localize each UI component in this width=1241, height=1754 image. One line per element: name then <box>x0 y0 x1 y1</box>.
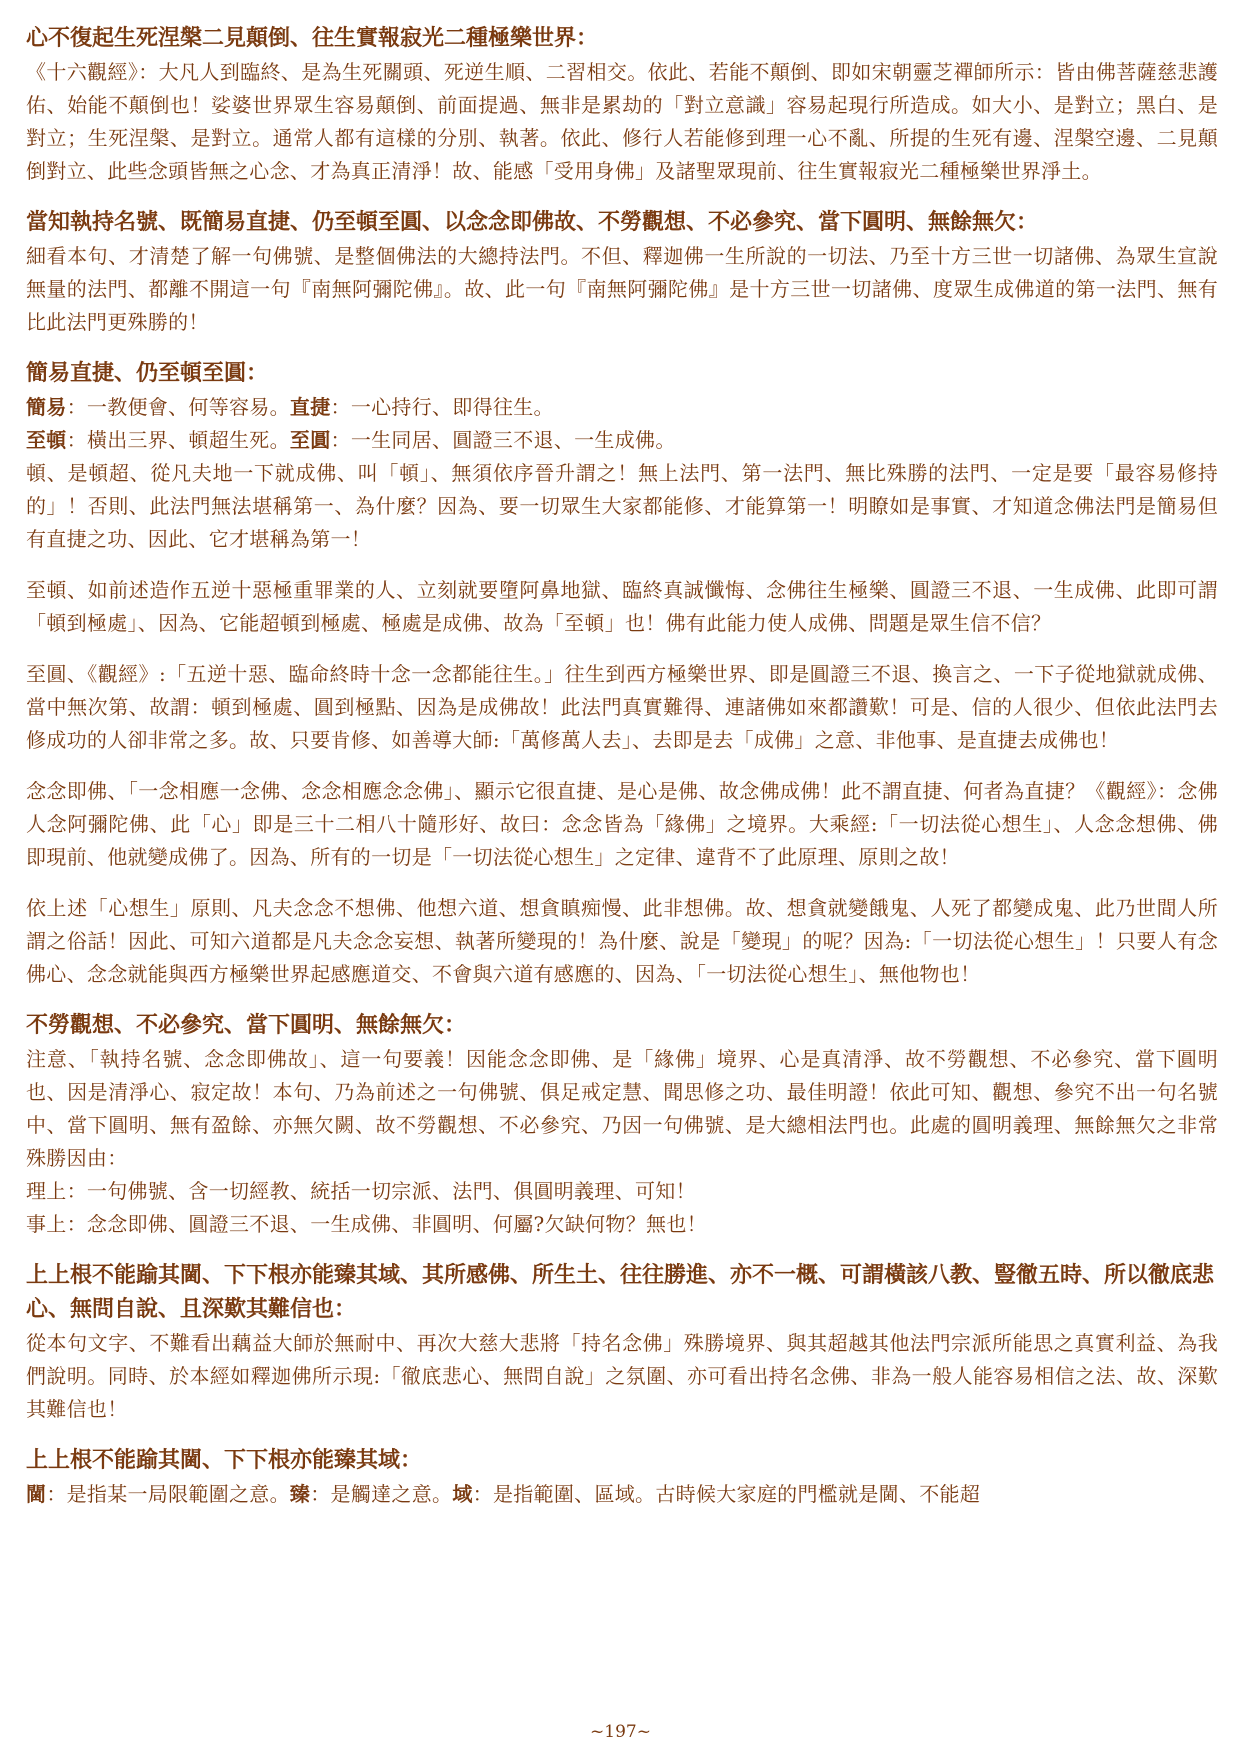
definition: ：一教便會、何等容易。 <box>66 395 290 419</box>
paragraph: 頓、是頓超、從凡夫地一下就成佛、叫「頓」、無須依序晉升謂之！無上法門、第一法門、無比殊勝的法門、一定是要「最容易修持的」！否則、此法門無法堪稱第一、為什麼？因為、要一切眾生大家都能修、才能算第一！明瞭如是事實、才知道念佛法門是簡易但有直捷之功、因此、它才堪稱為第一！ <box>26 461 1218 551</box>
definition-line <box>26 391 1218 424</box>
paragraph: 至頓、如前述造作五逆十惡極重罪業的人、立刻就要墮阿鼻地獄、臨終真誠懺悔、念佛往生極樂、圓證三不退、一生成佛、此即可謂「頓到極處」、因為、它能超頓到極處、極處是成佛、故為「至頓」也！佛有此能力使人成佛、問題是眾生信不信？ <box>26 578 1218 635</box>
section-heading: 上上根不能踰其閫、下下根亦能臻其域： <box>26 1448 423 1473</box>
section-nirvana-views <box>26 22 1218 188</box>
term: 直捷 <box>289 395 331 419</box>
section-complete <box>26 658 1218 757</box>
section-mind-creation <box>26 892 1218 991</box>
paragraph: 從本句文字、不難看出藕益大師於無耐中、再次大慈大悲將「持名念佛」殊勝境界、與其超越其他法門宗派所能思之真實利益、為我們說明。同時、於本經如釋迦佛所示現:「徹底悲心、無問自說」之氛圍、亦可看出持名念佛、非為一般人能容易相信之法、故、深歎其難信也！ <box>26 1331 1218 1421</box>
definition: ：是指某一局限範圍之意。 <box>46 1482 290 1506</box>
paragraph: 理上：一句佛號、含一切經教、統括一切宗派、法門、俱圓明義理、可知！ <box>26 1179 696 1203</box>
section-heading: 不勞觀想、不必參究、當下圓明、無餘無欠： <box>26 1013 467 1038</box>
section-no-contemplation <box>26 1009 1218 1241</box>
section-holding-name <box>26 206 1218 339</box>
paragraph: 事上：念念即佛、圓證三不退、一生成佛、非圓明、何屬?欠缺何物？無也！ <box>26 1212 707 1236</box>
section-mindfulness <box>26 775 1218 874</box>
term: 至頓 <box>26 428 67 452</box>
definition: ：是指範圍、區域。古時候大家庭的門檻就是閫、不能超 <box>472 1482 981 1506</box>
paragraph: 念念即佛、「一念相應一念佛、念念相應念念佛」、顯示它很直捷、是心是佛、故念佛成佛！此不謂直捷、何者為直捷？《觀經》：念佛人念阿彌陀佛、此「心」即是三十二相八十隨形好、故曰：念念皆為「緣佛」之境界。大乘經:「一切法從心想生」、人念念想佛、佛即現前、他就變成佛了。因為、所有的一切是「一切法從心想生」之定律、違背不了此原理、原則之故！ <box>26 779 1218 869</box>
document-page <box>26 22 1218 1529</box>
section-heading: 簡易直捷、仍至頓至圓： <box>26 361 269 386</box>
definition: ：一生同居、圓證三不退、一生成佛。 <box>330 428 676 452</box>
section-heading: 心不復起生死涅槃二見顛倒、往生實報寂光二種極樂世界： <box>26 26 599 51</box>
paragraph: 至圓、《觀經》:「五逆十惡、臨命終時十念一念都能往生。」往生到西方極樂世界、即是圓證三不退、換言之、一下子從地獄就成佛、當中無次第、故謂：頓到極處、圓到極點、因為是成佛故！此法門真實難得、連諸佛如來都讚歎！可是、信的人很少、但依此法門去修成功的人卻非常之多。故、只要肯修、如善導大師:「萬修萬人去」、去即是去「成佛」之意、非他事、是直捷去成佛也！ <box>26 662 1218 752</box>
paragraph: 《十六觀經》：大凡人到臨終、是為生死關頭、死逆生順、二習相交。依此、若能不顛倒、即如宋朝靈芝禪師所示：皆由佛菩薩慈悲護佑、始能不顛倒也！娑婆世界眾生容易顛倒、前面提過、無非是累劫的「對立意識」容易起現行所造成。如大小、是對立；黑白、是對立；生死涅槃、是對立。通常人都有這樣的分別、執著。依此、修行人若能修到理一心不亂、所提的生死有邊、涅槃空邊、二見顛倒對立、此些念頭皆無之心念、才為真正清淨！故、能感「受用身佛」及諸聖眾現前、往生實報寂光二種極樂世界淨土。 <box>26 60 1218 183</box>
section-superior-roots <box>26 1259 1218 1426</box>
section-heading: 上上根不能踰其閫、下下根亦能臻其域、其所感佛、所生土、往往勝進、亦不一概、可謂橫該八教、豎徹五時、所以徹底悲心、無問自說、且深歎其難信也： <box>26 1263 1215 1322</box>
section-threshold <box>26 1444 1218 1511</box>
paragraph: 依上述「心想生」原則、凡夫念念不想佛、他想六道、想貪瞋痴慢、此非想佛。故、想貪就變餓鬼、人死了都變成鬼、此乃世間人所謂之俗話！因此、可知六道都是凡夫念念妄想、執著所變現的！為什麼、說是「變現」的呢？因為:「一切法從心想生」！只要人有念佛心、念念就能與西方極樂世界起感應道交、不會與六道有感應的、因為、「一切法從心想生」、無他物也！ <box>26 896 1218 986</box>
page-number: ~197~ <box>590 1722 651 1742</box>
section-heading: 當知執持名號、既簡易直捷、仍至頓至圓、以念念即佛故、不勞觀想、不必參究、當下圓明、無餘無欠： <box>26 210 1039 235</box>
paragraph: 細看本句、才清楚了解一句佛號、是整個佛法的大總持法門。不但、釋迦佛一生所說的一切法、乃至十方三世一切諸佛、為眾生宣說無量的法門、都離不開這一句『南無阿彌陀佛』。故、此一句『南無阿彌陀佛』是十方三世一切諸佛、度眾生成佛道的第一法門、無有比此法門更殊勝的！ <box>26 244 1218 334</box>
term: 簡易 <box>26 395 67 419</box>
term: 域 <box>452 1482 473 1506</box>
term: 臻 <box>289 1482 311 1506</box>
definition-line <box>26 1478 1218 1511</box>
definition: ：橫出三界、頓超生死。 <box>66 428 290 452</box>
definition-line <box>26 424 1218 457</box>
paragraph: 注意、「執持名號、念念即佛故」、這一句要義！因能念念即佛、是「緣佛」境界、心是真清淨、故不勞觀想、不必參究、當下圓明也、因是清淨心、寂定故！本句、乃為前述之一句佛號、俱足戒定慧、聞思修之功、最佳明證！依此可知、觀想、參究不出一句名號中、當下圓明、無有盈餘、亦無欠闕、故不勞觀想、不必參究、乃因一句佛號、是大總相法門也。此處的圓明義理、無餘無欠之非常殊勝因由： <box>26 1047 1218 1170</box>
term: 閫 <box>26 1482 47 1506</box>
term: 至圓 <box>289 428 331 452</box>
definition: ：是觸達之意。 <box>310 1482 453 1506</box>
section-sudden <box>26 574 1218 640</box>
definition: ：一心持行、即得往生。 <box>330 395 554 419</box>
section-simple-direct <box>26 357 1218 556</box>
